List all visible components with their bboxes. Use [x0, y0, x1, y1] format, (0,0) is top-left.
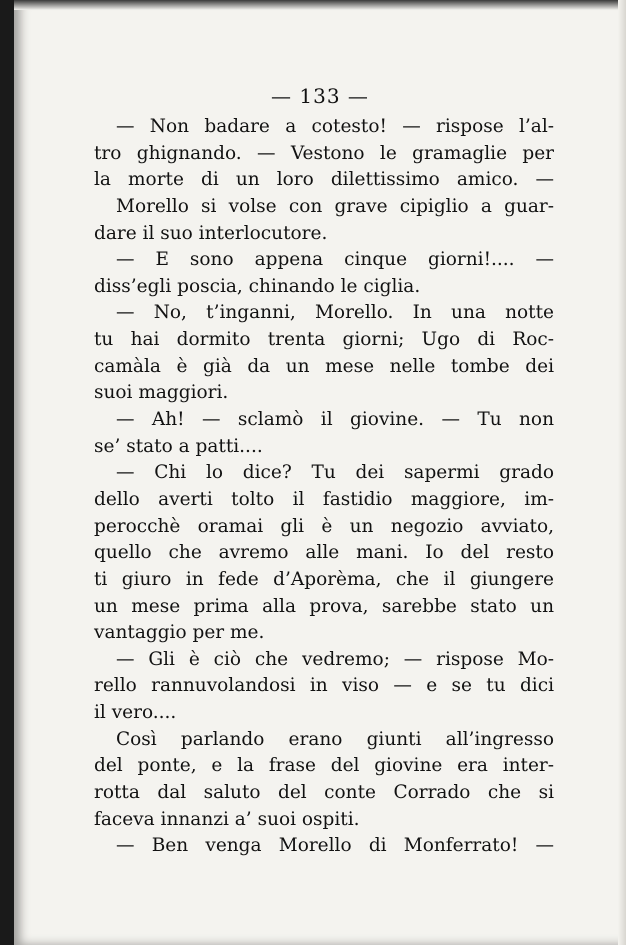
page-text — [94, 114, 554, 860]
text-line: dare il suo interlocutore. — [94, 222, 328, 244]
text-line: Morello si volse con grave cipiglio a guar- — [116, 195, 554, 217]
text-line: — Ben venga Morello di Monferrato! — — [116, 835, 554, 857]
text-line: — E sono appena cinque giorni!.... — — [116, 249, 554, 271]
text-line: un mese prima alla prova, sarebbe stato un — [94, 595, 554, 617]
text-line: quello che avremo alle mani. Io del resto — [94, 542, 554, 564]
text-line: — No, t’inganni, Morello. In una notte — [116, 302, 554, 324]
text-line: vantaggio per me. — [94, 622, 265, 644]
text-line: tro ghignando. — Vestono le gramaglie per — [94, 142, 554, 164]
text-line: rello rannuvolandosi in viso — e se tu dici — [94, 675, 554, 697]
text-line: rotta dal saluto del conte Corrado che si — [94, 782, 554, 804]
text-line: — Gli è ciò che vedremo; — rispose Mo- — [116, 648, 554, 670]
text-line: la morte di un loro dilettissimo amico. — — [94, 169, 554, 191]
page-edge — [618, 0, 626, 945]
text-line: camàla è già da un mese nelle tombe dei — [94, 355, 554, 377]
book-page — [14, 0, 626, 945]
text-line: — Ah! — sclamò il giovine. — Tu non — [116, 409, 554, 431]
text-line: Così parlando erano giunti all’ingresso — [116, 728, 554, 750]
text-line: se’ stato a patti.... — [94, 435, 263, 457]
text-line: faceva innanzi a’ suoi ospiti. — [94, 808, 360, 830]
text-line: il vero.... — [94, 702, 177, 724]
page-top-shadow — [14, 0, 626, 10]
page-number: — 133 — — [271, 84, 369, 108]
text-line: suoi maggiori. — [94, 382, 229, 404]
text-line: — Non badare a cotesto! — rispose l’al- — [116, 116, 554, 137]
text-line: dello averti tolto il fastidio maggiore, im- — [94, 488, 554, 510]
text-line: — Chi lo dice? Tu dei sapermi grado — [116, 462, 554, 484]
text-line: del ponte, e la frase del giovine era inter- — [94, 755, 554, 777]
text-line: ti giuro in fede d’Aporèma, che il giungere — [94, 568, 554, 590]
text-line: tu hai dormito trenta giorni; Ugo di Roc- — [94, 329, 554, 351]
text-line: diss’egli poscia, chinando le ciglia. — [94, 275, 421, 297]
text-line: perocchè oramai gli è un negozio avviato, — [94, 515, 554, 537]
